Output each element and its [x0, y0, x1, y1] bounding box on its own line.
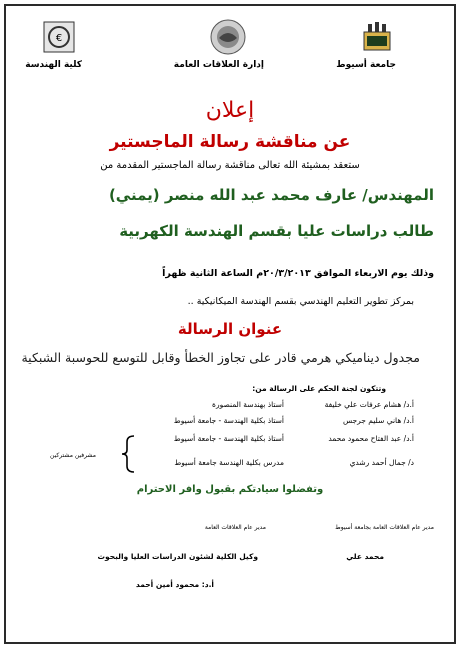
- header-pr-department: إدارة العلاقات العامة: [173, 60, 264, 70]
- committee-member-name: أ.د/ هاني سليم جرجس: [342, 416, 414, 425]
- committee-member-name: أ.د/ عبد الفتاح محمود محمد: [328, 434, 414, 443]
- footer-right-name: محمد علي: [346, 552, 384, 561]
- supervisors-note: مشرفين مشتركين: [50, 452, 96, 459]
- committee-member-affiliation: مدرس بكلية الهندسة جامعة أسيوط: [174, 458, 284, 467]
- defense-date: وذلك يوم الاربعاء الموافق ٢٠/٣/٢٠١٣م الساعة الثانية ظهراً: [162, 268, 434, 279]
- candidate-name: المهندس/ عارف محمد عبد الله منصر (يمني): [108, 186, 434, 204]
- candidate-role: طالب دراسات عليا بقسم الهندسة الكهربية: [119, 222, 434, 240]
- announcement-page: [4, 4, 456, 644]
- announcement-intro: ستعقد بمشيئة الله تعالى مناقشة رسالة الماجستير المقدمة من: [100, 160, 360, 171]
- committee-member-affiliation: أستاذ بكلية الهندسة - جامعة أسيوط: [173, 434, 284, 443]
- committee-member-affiliation: أستاذ بهندسة المنصورة: [212, 400, 284, 409]
- footer-center-small: مدير عام العلاقات العامة: [204, 524, 266, 531]
- committee-member-name: د/ جمال أحمد رشدي: [349, 458, 414, 467]
- thesis-title: مجدول ديناميكي هرمي قادر على تجاوز الخطأ وقابل للتوسع للحوسبة الشبكية: [21, 350, 420, 365]
- university-logo-icon: [360, 20, 394, 54]
- announcement-title: إعلان: [205, 98, 255, 123]
- committee-member-name: أ.د/ هشام عرفات علي خليفة: [324, 400, 414, 409]
- closing-line: وتفضلوا سيادتكم بقبول وافر الاحترام: [136, 484, 324, 495]
- supervisors-brace-icon: [120, 434, 138, 474]
- thesis-heading: عنوان الرسالة: [177, 320, 283, 338]
- announcement-subtitle: عن مناقشة رسالة الماجستير: [109, 132, 351, 152]
- footer-right-small: مدير عام العلاقات العامة بجامعة أسيوط: [335, 524, 434, 531]
- footer-left-name: أ.د: محمود أمين أحمد: [135, 580, 214, 589]
- committee-member-affiliation: أستاذ بكلية الهندسة - جامعة أسيوط: [173, 416, 284, 425]
- engineering-faculty-logo-icon: [42, 20, 76, 54]
- header-faculty-name: كلية الهندسة: [25, 60, 82, 70]
- header-university-name: جامعة أسيوط: [336, 60, 396, 70]
- svg-text:€: €: [55, 33, 63, 44]
- public-relations-logo-icon: [209, 18, 247, 56]
- footer-left-title: وكيل الكلية لشئون الدراسات العليا والبحوث: [97, 552, 258, 561]
- defense-place: بمركز تطوير التعليم الهندسي بقسم الهندسة الميكانيكية ..: [187, 296, 414, 307]
- committee-intro: وتتكون لجنة الحكم على الرسالة من:: [252, 384, 386, 393]
